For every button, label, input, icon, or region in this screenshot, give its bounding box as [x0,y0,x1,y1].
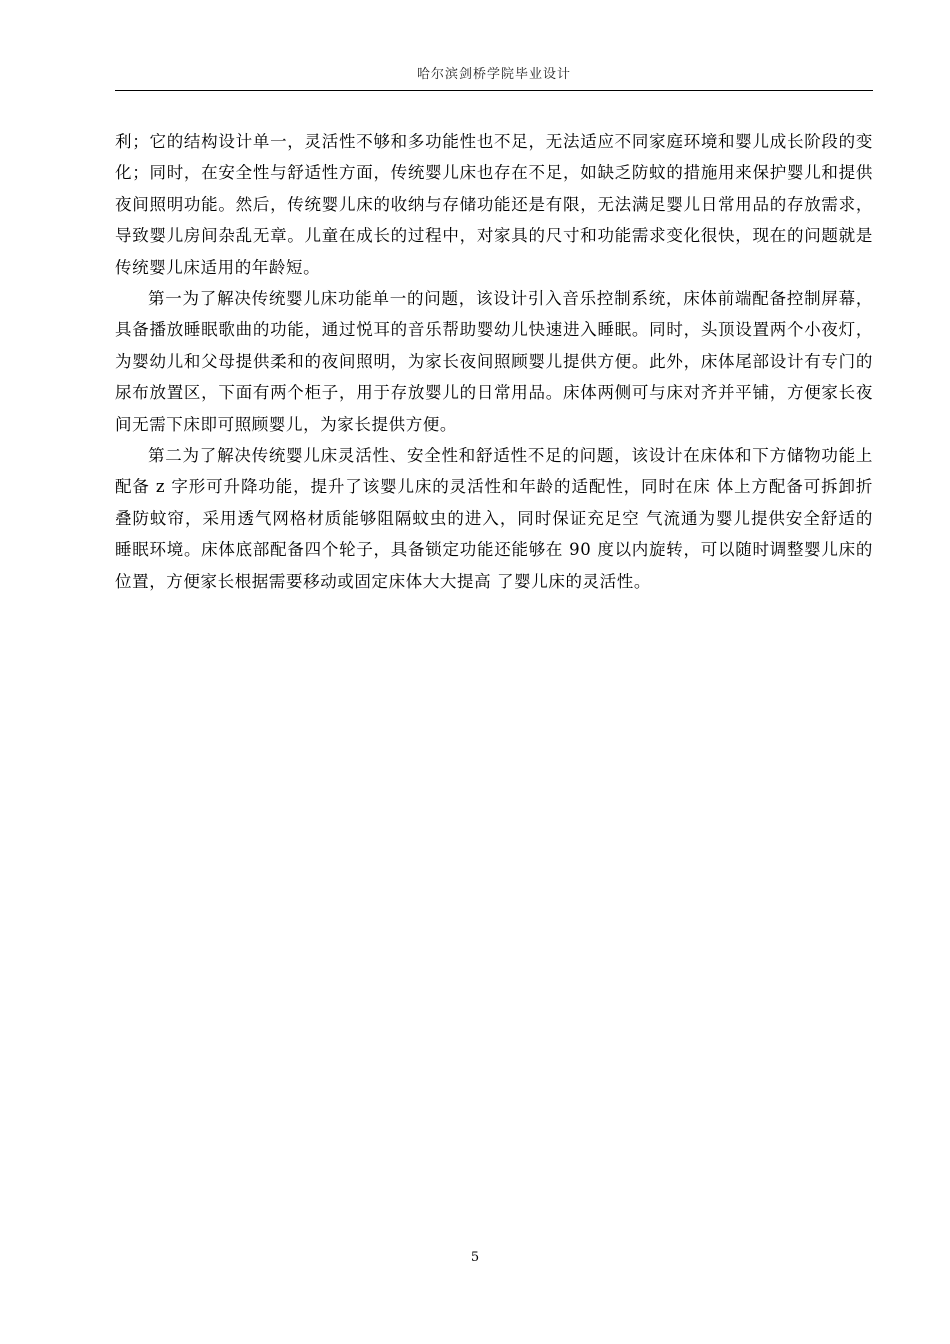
page-number: 5 [470,1250,480,1265]
paragraph-continuation: 利；它的结构设计单一，灵活性不够和多功能性也不足，无法适应不同家庭环境和婴儿成长阶段的变化；同时，在安全性与舒适性方面，传统婴儿床也存在不足，如缺乏防蚊的措施用来保护婴儿和提供夜间照明功能。然后，传统婴儿床的收纳与存储功能还是有限，无法满足婴儿日常用品的存放需求，导致婴儿房间杂乱无章。儿童在成长的过程中，对家具的尺寸和功能需求变化很快，现在的问题就是传统婴儿床适用的年龄短。 [115,132,873,277]
page-header-title: 哈尔滨剑桥学院毕业设计 [416,67,571,82]
paragraph-first-solution: 第一为了解决传统婴儿床功能单一的问题，该设计引入音乐控制系统，床体前端配备控制屏幕，具备播放睡眠歌曲的功能，通过悦耳的音乐帮助婴幼儿快速进入睡眠。同时，头顶设置两个小夜灯，为婴幼儿和父母提供柔和的夜间照明，为家长夜间照顾婴儿提供方便。此外，床体尾部设计有专门的尿布放置区，下面有两个柜子，用于存放婴儿的日常用品。床体两侧可与床对齐并平铺，方便家长夜间无需下床即可照顾婴儿，为家长提供方便。 [115,289,873,434]
paragraph-second-solution: 第二为了解决传统婴儿床灵活性、安全性和舒适性不足的问题，该设计在床体和下方储物功能上配备 z 字形可升降功能，提升了该婴儿床的灵活性和年龄的适配性，同时在床 体上方配备可拆卸折叠防蚊帘，采用透气网格材质能够阻隔蚊虫的进入，同时保证充足空 气流通为婴儿提供安全舒适的睡眠环境。床体底部配备四个轮子，具备锁定功能还能够在 90 度以内旋转，可以随时调整婴儿床的位置，方便家长根据需要移动或固定床体大大提高 了婴儿床的灵活性。 [115,446,873,591]
body-text [115,126,873,597]
header-divider [115,90,873,91]
